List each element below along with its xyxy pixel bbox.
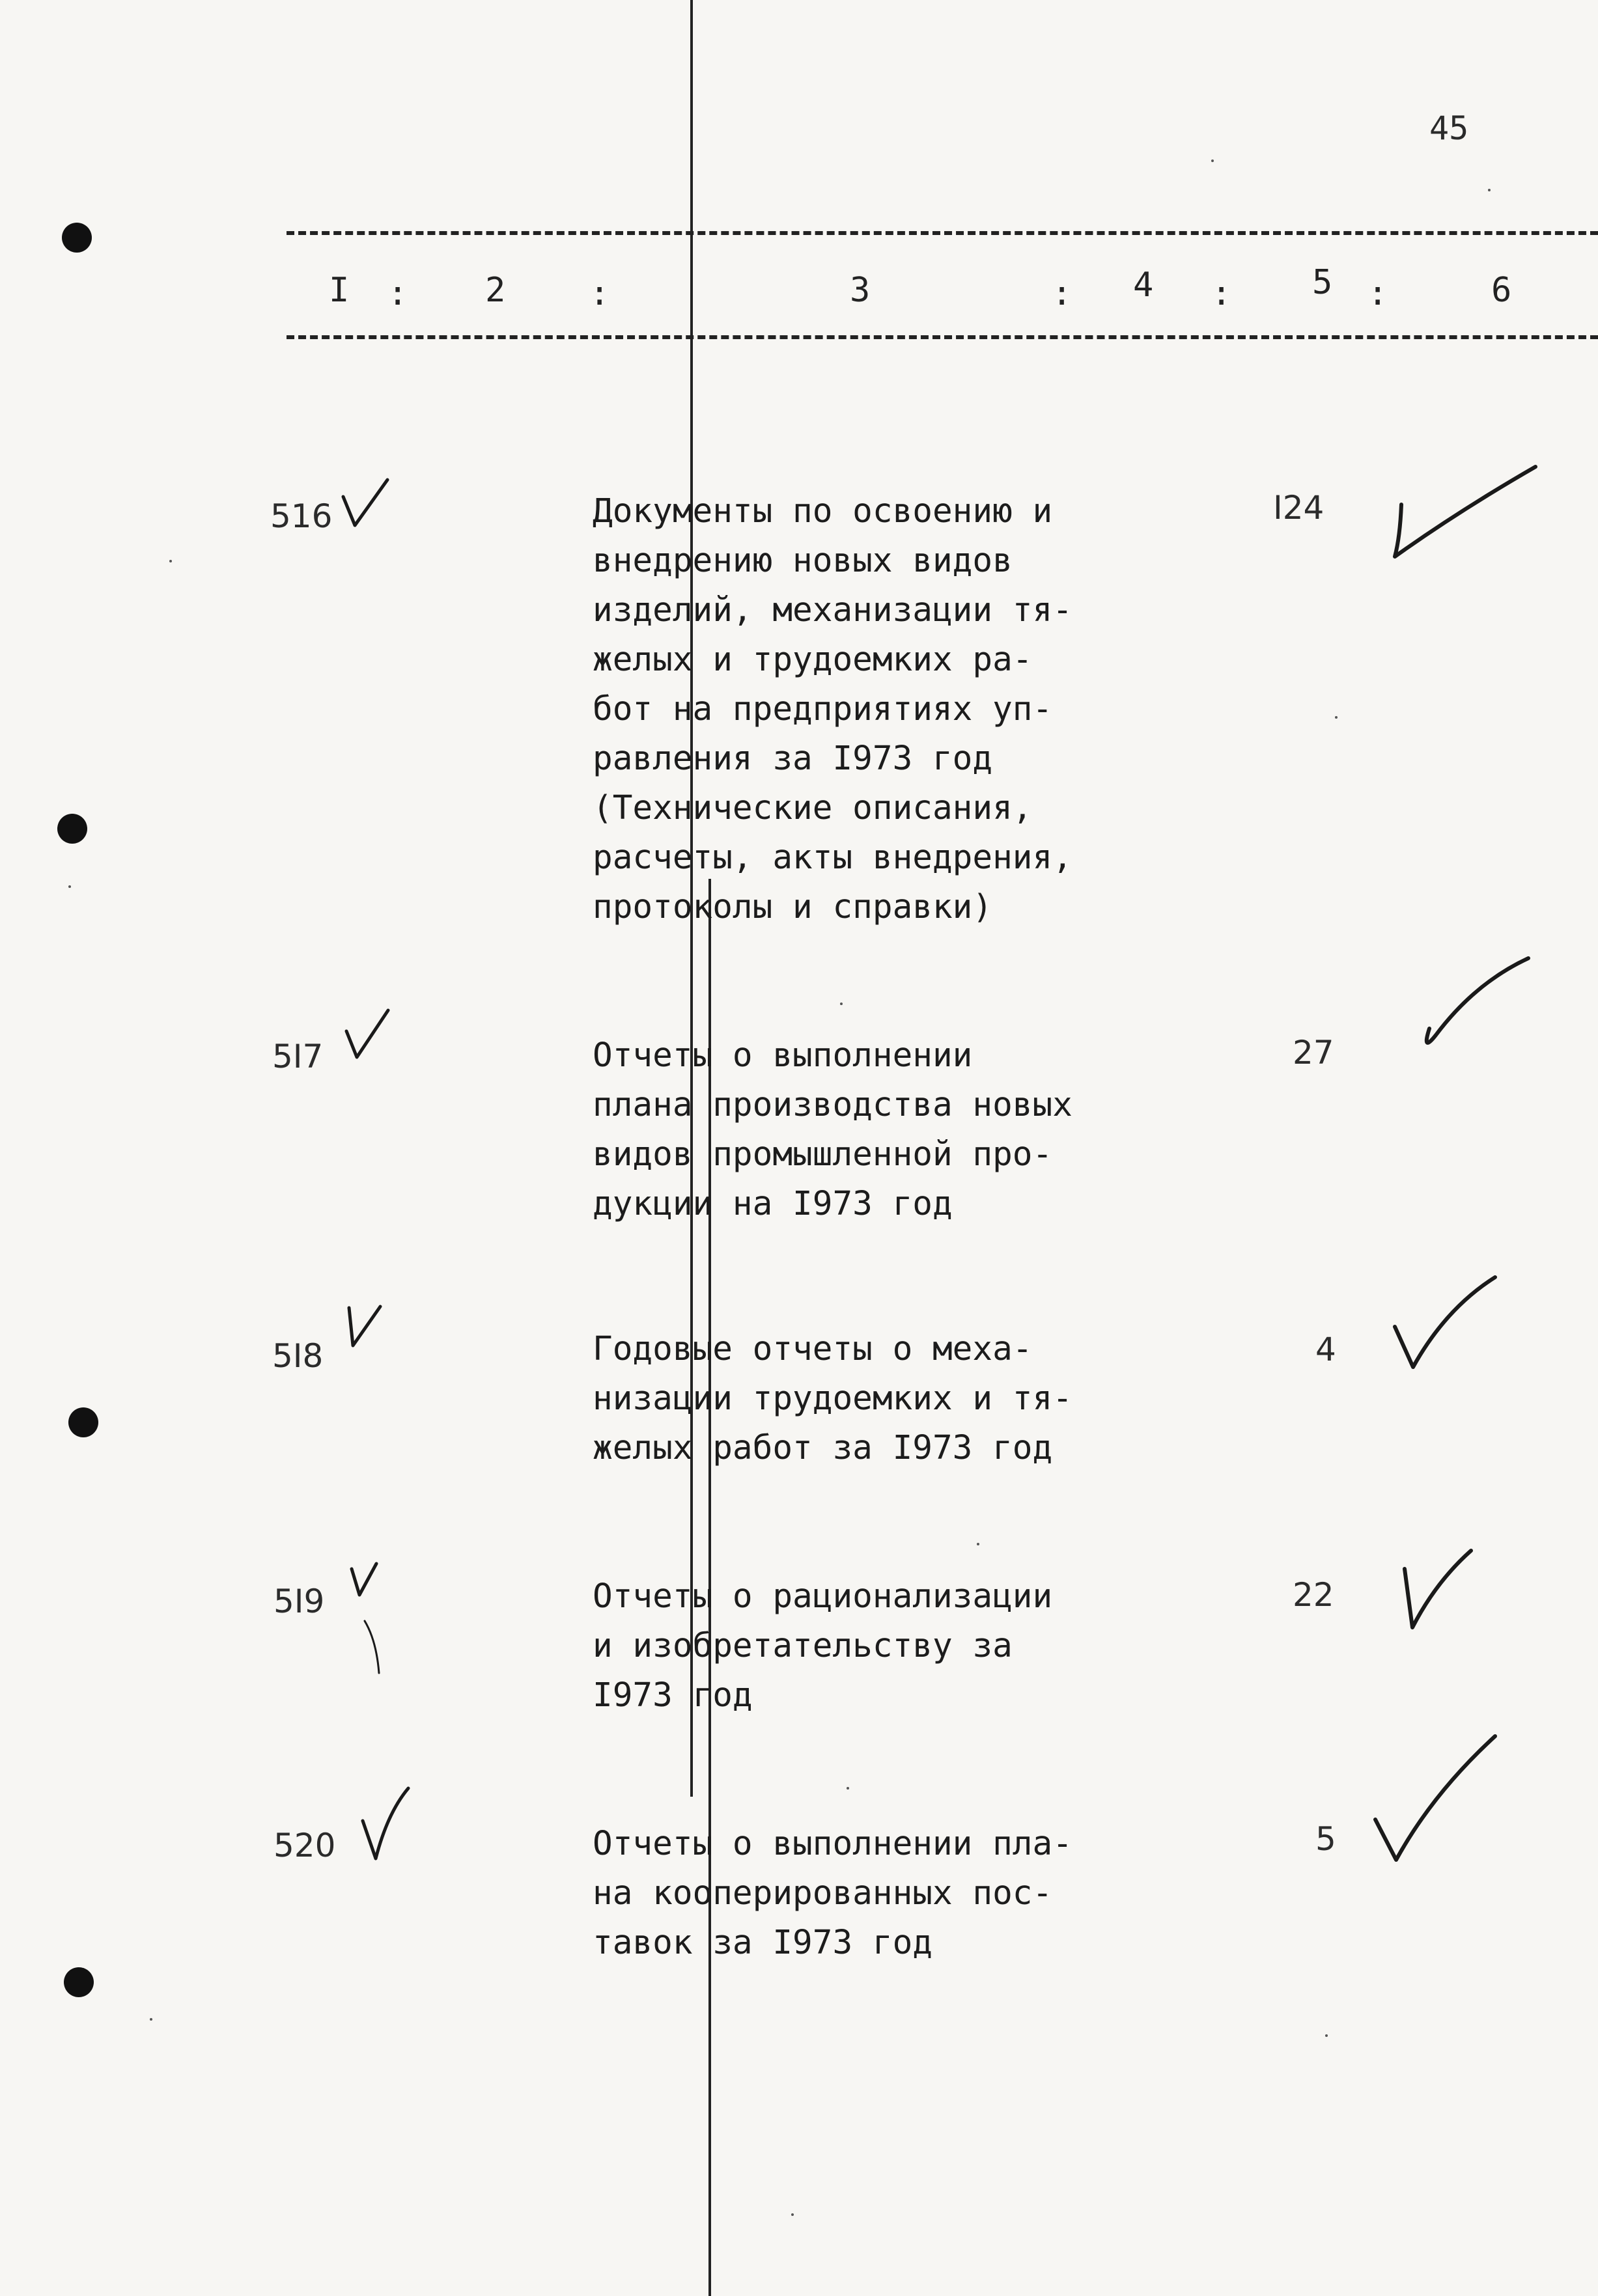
entry-sheet-count: 22 <box>1293 1576 1334 1614</box>
scan-speck <box>1325 2034 1328 2037</box>
column-header-3: 3 <box>850 271 871 310</box>
checkmark-icon <box>1387 465 1543 563</box>
column-separator: : <box>1211 274 1232 313</box>
checkmark-icon <box>1403 1549 1475 1634</box>
column-header-6: 6 <box>1491 271 1512 310</box>
scan-speck <box>847 1787 849 1790</box>
scan-speck <box>169 560 172 562</box>
entry-number: 516 <box>270 497 333 535</box>
entry-number: 520 <box>273 1827 336 1864</box>
entry-title: Отчеты о выполнении плана производства новых видов промышленной про- дукции на I973 год <box>593 1036 1072 1223</box>
column-header-1: I <box>329 271 350 310</box>
entry-title: Документы по освоению и внедрению новых видов изделий, механизации тя- желых и трудоемких ра- бот на предприятиях уп- равления за I973 год (Технические описания, расчеты, акты внедрения, протоколы и справки) <box>593 492 1072 926</box>
column-separator: : <box>589 274 610 313</box>
entry-title: Отчеты о выполнении пла- на кооперированных пос- тавок за I973 год <box>593 1825 1072 1962</box>
entry-number: 5I9 <box>273 1583 325 1620</box>
header-bottom-dashed-rule <box>287 335 1598 339</box>
binder-hole <box>68 1407 98 1437</box>
scan-speck <box>1211 159 1214 162</box>
checkmark-icon <box>1394 1276 1498 1374</box>
small-checkmark-icon <box>342 478 394 531</box>
column-separator: : <box>1052 274 1072 313</box>
column-header-5: 5 <box>1312 263 1333 302</box>
column-separator: : <box>387 274 408 313</box>
entry-sheet-count: 4 <box>1315 1331 1336 1368</box>
entry-title: Годовые отчеты о меха- низации трудоемких и тя- желых работ за I973 год <box>593 1330 1072 1467</box>
page-number: 45 <box>1429 109 1469 147</box>
small-checkmark-icon <box>345 1009 391 1061</box>
binder-hole <box>64 1967 94 1997</box>
small-checkmark-icon <box>350 1562 396 1680</box>
column-header-2: 2 <box>485 271 506 310</box>
entry-sheet-count: 27 <box>1293 1034 1334 1072</box>
small-checkmark-icon <box>361 1787 414 1865</box>
entry-sheet-count: 5 <box>1315 1820 1336 1858</box>
column-header-4: 4 <box>1133 266 1154 305</box>
scan-speck <box>791 2213 794 2216</box>
entry-sheet-count: I24 <box>1273 489 1325 527</box>
checkmark-icon <box>1374 1735 1498 1865</box>
binder-hole <box>62 223 92 253</box>
scan-speck <box>68 885 71 888</box>
checkmark-icon <box>1416 957 1534 1055</box>
entry-number: 5I8 <box>272 1337 324 1375</box>
scan-speck <box>1488 189 1491 191</box>
scan-speck <box>977 1543 979 1545</box>
small-checkmark-icon <box>344 1305 383 1351</box>
scan-speck <box>1335 716 1338 719</box>
scan-speck <box>840 1003 843 1005</box>
column-separator: : <box>1367 274 1388 313</box>
binder-hole <box>57 814 87 844</box>
header-top-dashed-rule <box>287 231 1598 235</box>
entry-title: Отчеты о рационализации и изобретательству за I973 год <box>593 1577 1053 1715</box>
scan-speck <box>150 2018 152 2021</box>
entry-number: 5I7 <box>272 1038 324 1075</box>
